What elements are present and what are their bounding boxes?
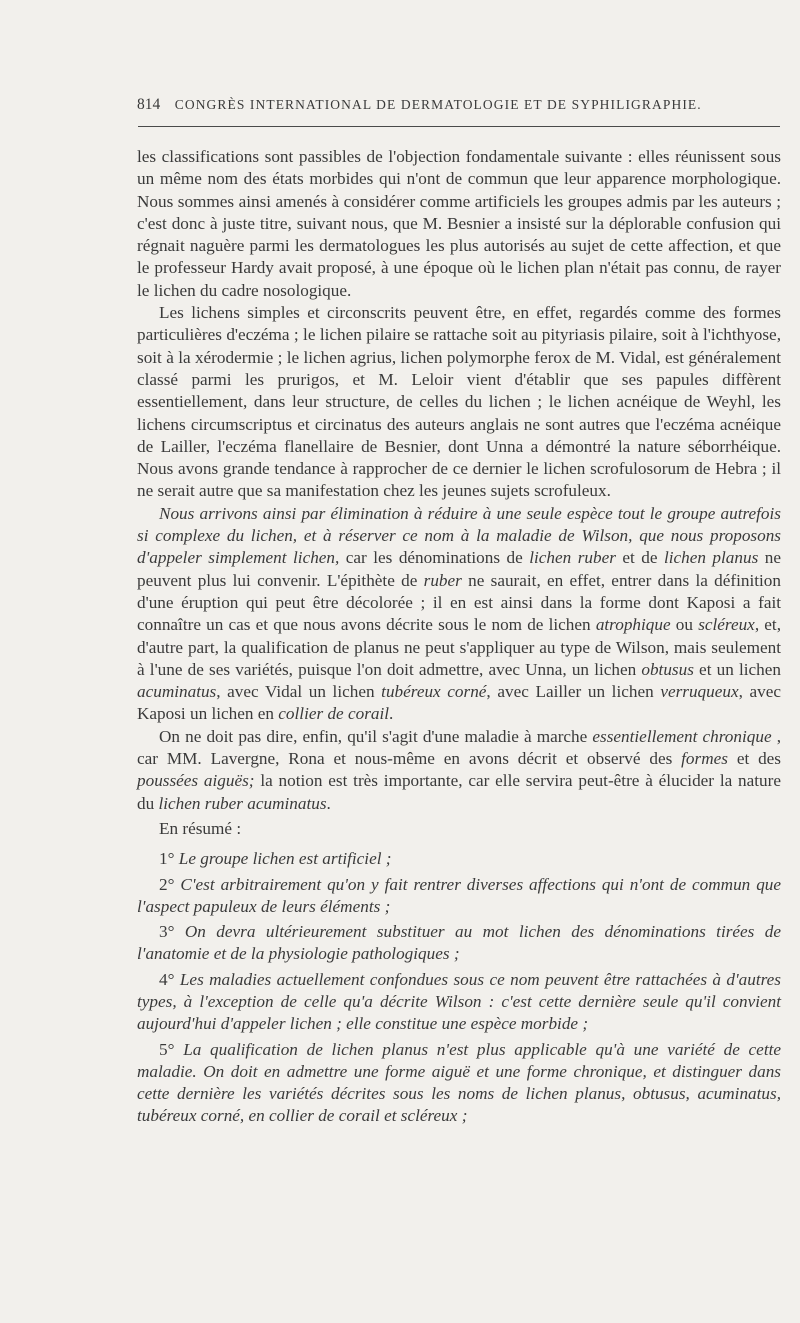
text-span: ne peuvent plus lui convenir. L'épithète de [137, 548, 781, 590]
paragraph-1: les classifications sont passibles de l'objection fondamentale suivante : elles réunissent sous un même nom des états morbides qui n'ont de commun que leur apparence morphologique. Nous sommes ainsi amenés à considérer comme artificiels les groupes admis par les auteurs ; c'est donc à juste titre, suivant nous, que M. Besnier a insisté sur la déplorable confusion qui régnait naguère parmi les dermatologues les plus autorisés au sujet de cette affection, et que le professeur Hardy avait proposé, à une époque où le lichen plan n'était pas connu, de rayer le lichen du cadre nosologique. [137, 147, 781, 300]
header-rule [138, 126, 780, 127]
italic-span: essentiellement chronique [592, 726, 772, 746]
item-number: 1° [159, 849, 175, 869]
summary-item [137, 921, 781, 966]
italic-span: collier de corail [278, 704, 390, 724]
summary-item [137, 1039, 781, 1128]
paragraph-4 [137, 726, 781, 815]
italic-span: lichen ruber acuminatus [158, 793, 327, 813]
text-span: la notion est très importante, car elle servira peut-être à élucider la nature du [137, 771, 782, 813]
item-text: On devra ultérieurement substituer au mot lichen des dénominations tirées de l'anatomie et de la physiologie pathologiques ; [137, 922, 782, 964]
italic-span: lichen ruber [529, 548, 616, 568]
text-span: , avec Kaposi un lichen en [137, 682, 781, 724]
running-title: CONGRÈS INTERNATIONAL DE DERMATOLOGIE ET DE SYPHILIGRAPHIE. [174, 97, 702, 112]
running-header [137, 96, 777, 114]
paragraph-3 [137, 503, 781, 726]
italic-span: scléreux [698, 615, 755, 635]
item-number: 2° [159, 874, 175, 894]
italic-span: verruqueux [660, 682, 739, 702]
item-number: 3° [159, 922, 175, 942]
italic-span: acuminatus [137, 682, 217, 702]
text-span: ne saurait, en effet, entrer dans la définition d'une éruption qui peut être décolorée ; il en est ainsi dans la forme dont Kaposi a fait connaître un cas et que nous avons décrite sous le nom de lichen [137, 570, 781, 635]
text-span: , avec Lailler un lichen [486, 682, 661, 702]
item-text: Le groupe lichen est artificiel ; [178, 849, 392, 869]
item-number: 4° [159, 969, 175, 989]
item-text: C'est arbitrairement qu'on y fait rentrer diverses affections qui n'ont de commun que l'aspect papuleux de leurs éléments ; [137, 874, 782, 916]
item-text: La qualification de lichen planus n'est plus applicable qu'à une variété de cette maladie. On doit en admettre une forme aiguë et une forme chronique, et distinguer dans cette dernière les variétés décrites sous les noms de lichen planus, obtusus, acuminatus, tubéreux corné, en collier de corail et scléreux ; [137, 1039, 781, 1126]
page-number: 814 [137, 96, 161, 113]
text-span: ou [670, 615, 699, 635]
italic-span: ruber [423, 570, 462, 590]
text-span: On ne doit pas dire, enfin, qu'il s'agit d'une maladie à marche [159, 726, 593, 746]
text-span: et de [615, 548, 664, 568]
text-span: . [389, 704, 394, 724]
text-span: . [326, 793, 331, 813]
text-span: , car MM. Lavergne, Rona et nous-même en avons décrit et observé des [137, 726, 781, 769]
summary-item [137, 874, 781, 919]
body-text [137, 146, 781, 1131]
text-span: et un lichen [693, 659, 781, 679]
item-number: 5° [159, 1039, 175, 1059]
italic-span: poussées aiguës; [137, 771, 255, 791]
text-span: , et, d'autre part, la qualification de planus ne peut s'appliquer au type de Wilson, mais seulement à l'une de ses variétés, puisque l'on doit admettre, avec Unna, un lichen [137, 615, 781, 679]
summary-intro: En résumé : [159, 818, 242, 838]
italic-span: lichen planus [663, 548, 759, 568]
italic-span: atrophique [595, 615, 671, 635]
italic-span: tubéreux corné [381, 682, 487, 702]
text-span: car les dénominations de [339, 548, 530, 568]
summary-item [137, 969, 781, 1036]
paragraph-2: Les lichens simples et circonscrits peuvent être, en effet, regardés comme des formes particulières d'eczéma ; le lichen pilaire se rattache soit au pityriasis pilaire, soit à l'ichthyose, soit à la xérodermie ; le lichen agrius, lichen polymorphe ferox de M. Vidal, est généralement classé parmi les prurigos, et M. Leloir vient d'établir que ses papules diffèrent essentiellement, dans leur structure, de celles du lichen ; le lichen acnéique de Weyhl, les lichens circumscriptus et circinatus des auteurs anglais ne sont autres que l'eczéma acnéique de Lailler, l'eczéma flanellaire de Besnier, dont Unna a démontré la nature séborrhéique. Nous avons grande tendance à rapprocher de ce dernier le lichen scrofulosorum de Hebra ; il ne serait autre que sa manifestation chez les jeunes sujets scrofuleux. [137, 303, 781, 501]
italic-span: obtusus [641, 659, 694, 679]
italic-span: Nous arrivons ainsi par élimination à réduire à une seule espèce tout le groupe autrefois si complexe du lichen, et à réserver ce nom à la maladie de Wilson, que nous proposons d'appeler simplement lichen, [137, 503, 781, 568]
summary-item [137, 848, 781, 870]
item-text: Les maladies actuellement confondues sous ce nom peuvent être rattachées à d'autres types, à l'exception de celle qu'a décrite Wilson : c'est cette dernière seule qu'il convient aujourd'hui d'appeler lichen ; elle constitue une espèce morbide ; [137, 969, 781, 1034]
italic-span: formes [681, 749, 728, 769]
text-span: , avec Vidal un lichen [216, 682, 382, 702]
text-span: et des [727, 749, 781, 769]
